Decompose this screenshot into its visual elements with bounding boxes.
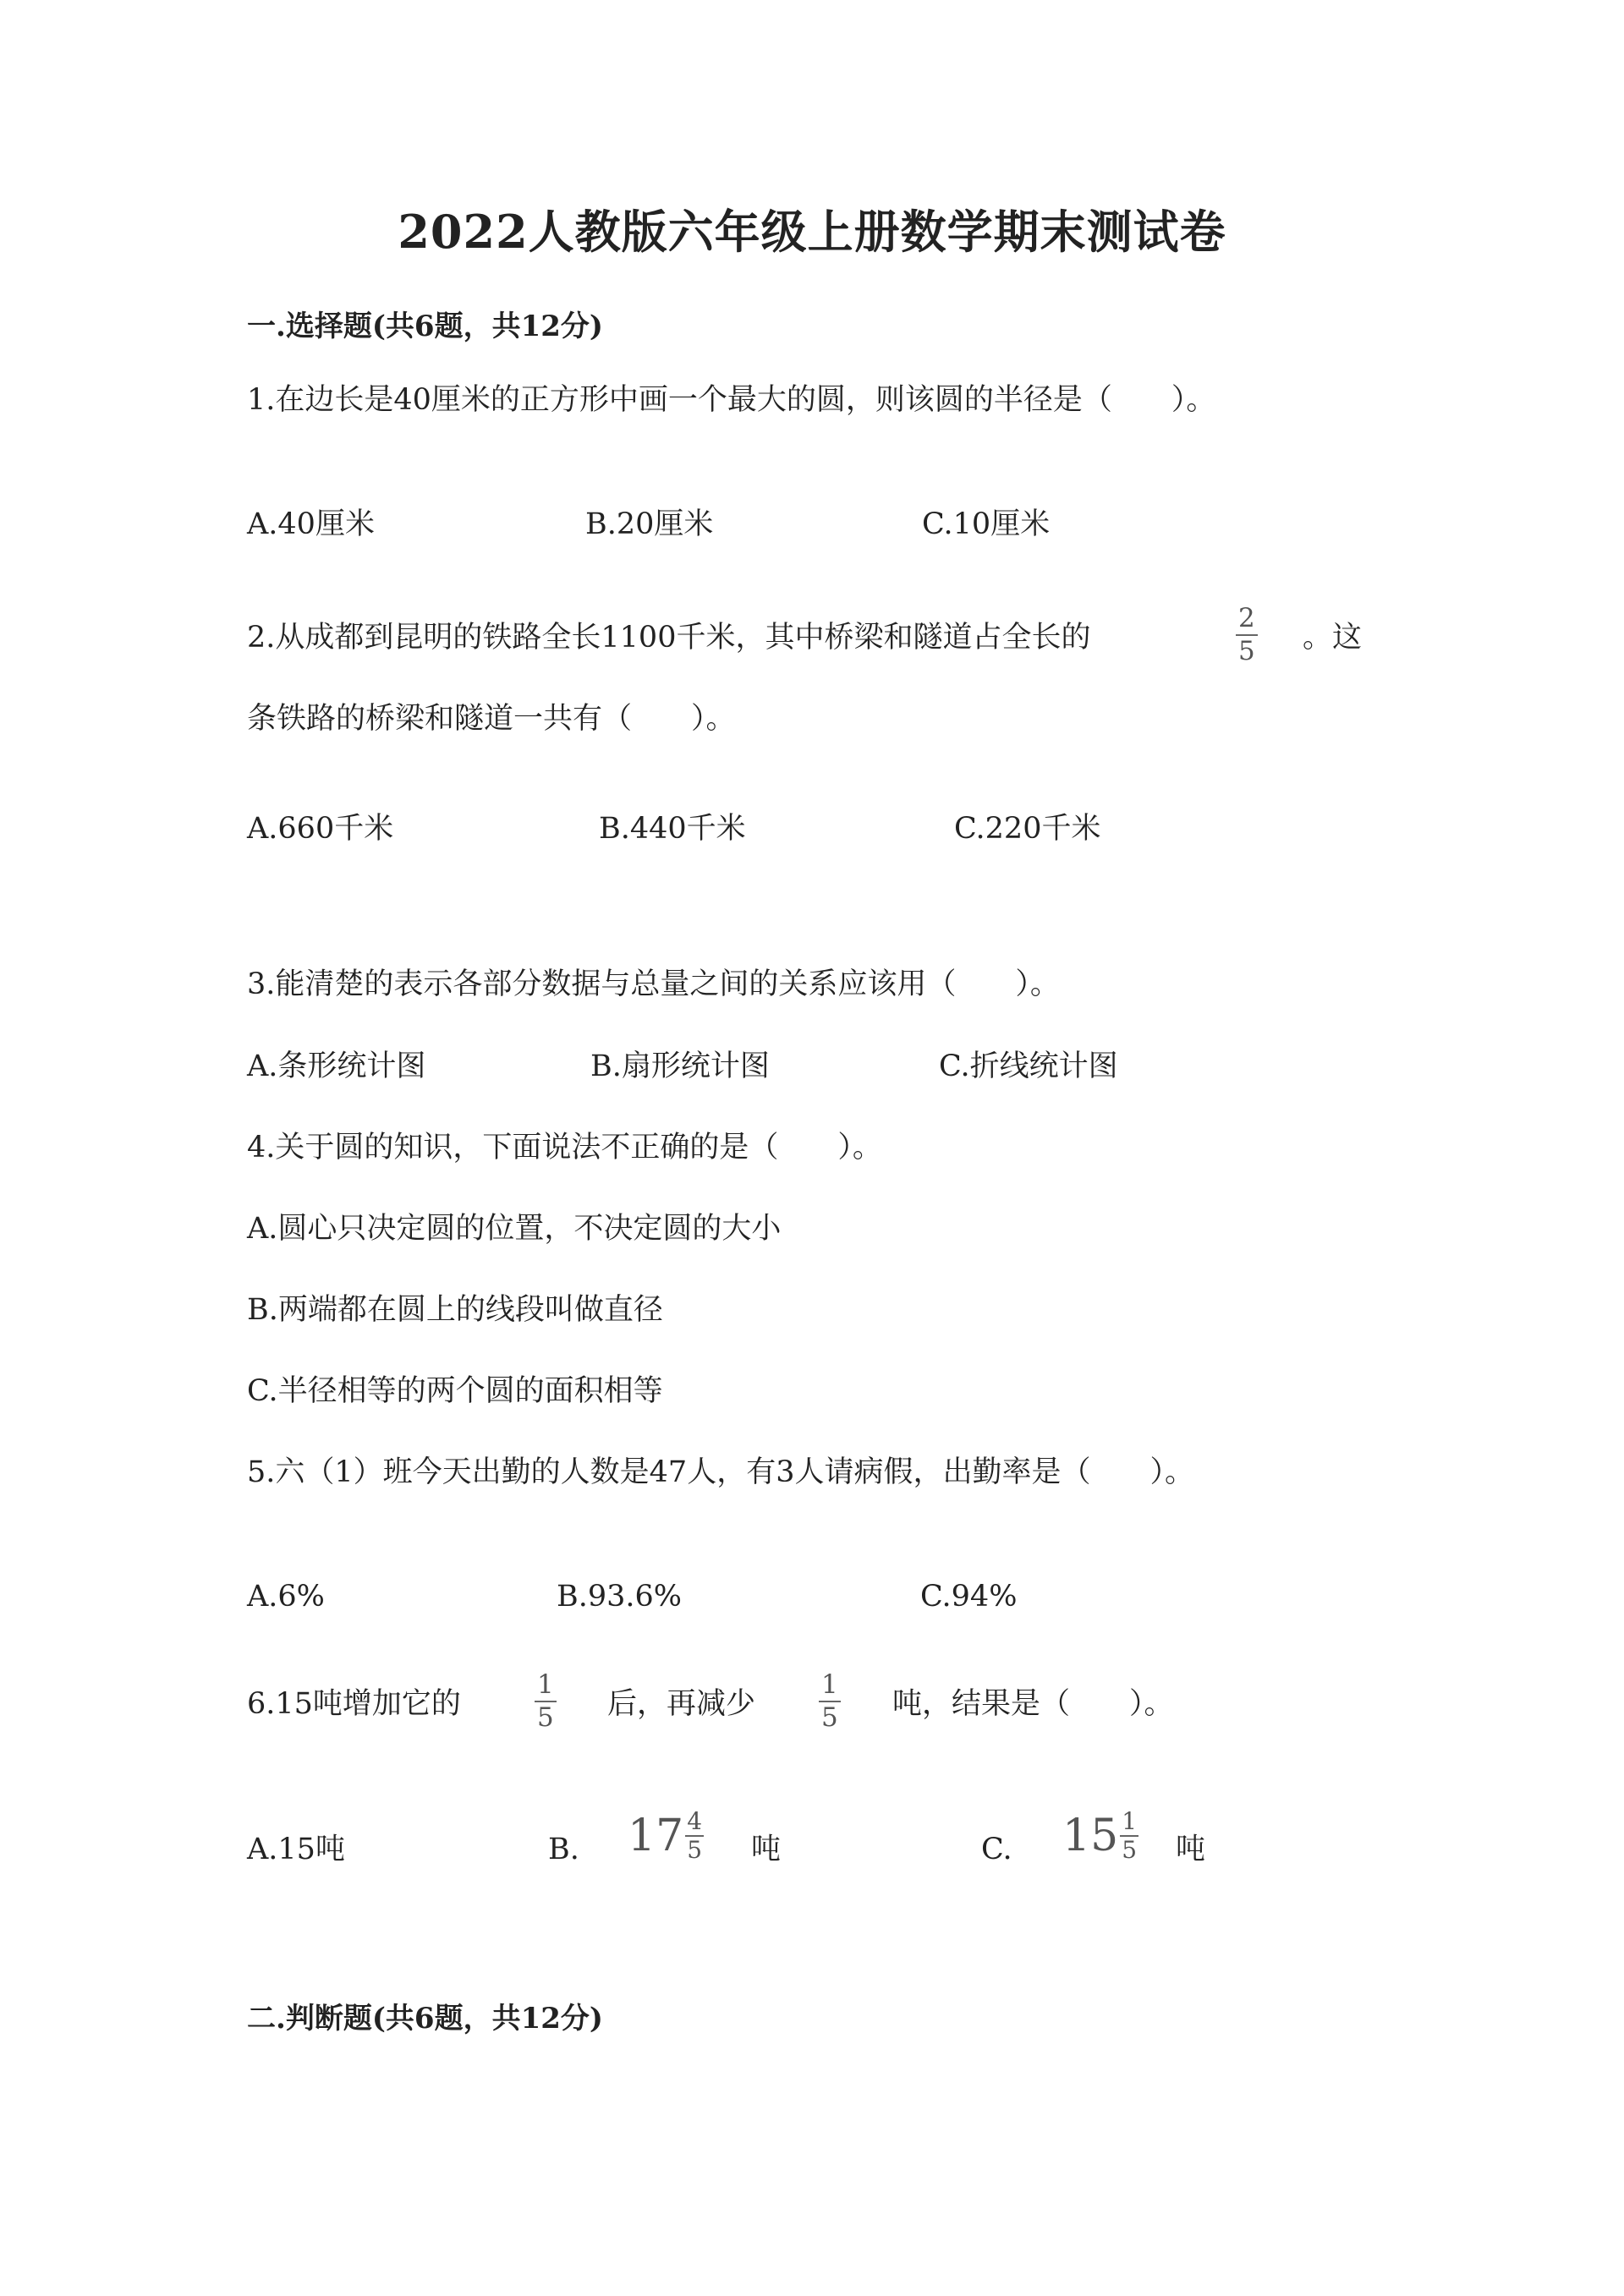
question-2-stem-line2: 条铁路的桥梁和隧道一共有（ ）。: [247, 702, 736, 736]
q6-fraction-1: [534, 1669, 557, 1733]
mixed-fraction: [1120, 1807, 1138, 1864]
q6-option-a[interactable]: A.15吨: [247, 1833, 345, 1866]
fraction-numerator: 1: [1122, 1807, 1138, 1835]
q1-option-c[interactable]: C.10厘米: [922, 507, 1051, 541]
page-title: 2022人教版六年级上册数学期末测试卷: [398, 205, 1226, 259]
question-4-stem: 4.关于圆的知识，下面说法不正确的是（ ）。: [247, 1131, 882, 1164]
fraction-numerator: 1: [821, 1669, 838, 1700]
question-6-stem-part2: 后，再减少: [607, 1687, 756, 1721]
q4-option-b[interactable]: B.两端都在圆上的线段叫做直径: [247, 1293, 663, 1327]
q4-option-a[interactable]: A.圆心只决定圆的位置，不决定圆的大小: [247, 1212, 782, 1246]
question-1-stem: 1.在边长是40厘米的正方形中画一个最大的圆，则该圆的半径是（ ）。: [247, 383, 1216, 417]
q6-option-c-label[interactable]: C.: [981, 1833, 1012, 1866]
q2-fraction: [1235, 603, 1259, 666]
q6-option-b-unit: 吨: [751, 1833, 782, 1866]
question-3-stem: 3.能清楚的表示各部分数据与总量之间的关系应该用（ ）。: [247, 967, 1060, 1001]
fraction-denominator: 5: [1238, 636, 1255, 666]
q5-option-a[interactable]: A.6%: [247, 1580, 325, 1614]
q6-option-b-mixed-number: [628, 1807, 704, 1864]
q3-option-c[interactable]: C.折线统计图: [939, 1049, 1118, 1083]
q4-option-c[interactable]: C.半径相等的两个圆的面积相等: [247, 1374, 663, 1408]
q5-option-c[interactable]: C.94%: [920, 1580, 1018, 1614]
q2-option-c[interactable]: C.220千米: [954, 812, 1101, 846]
q1-option-b[interactable]: B.20厘米: [585, 507, 714, 541]
question-5-stem: 5.六（1）班今天出勤的人数是47人，有3人请病假，出勤率是（ ）。: [247, 1455, 1194, 1489]
q2-option-a[interactable]: A.660千米: [247, 812, 394, 846]
mixed-whole: 17: [628, 1811, 684, 1861]
section-heading-judgement: 二.判断题(共6题，共12分): [247, 2002, 603, 2036]
q5-option-b[interactable]: B.93.6%: [557, 1580, 683, 1614]
q6-option-b-label[interactable]: B.: [548, 1833, 579, 1866]
fraction-denominator: 5: [821, 1702, 838, 1733]
mixed-whole: 15: [1062, 1811, 1119, 1861]
fraction-denominator: 5: [1122, 1836, 1138, 1864]
question-6-stem-part1: 6.15吨增加它的: [247, 1687, 461, 1721]
fraction-denominator: 5: [537, 1702, 554, 1733]
q6-option-c-mixed-number: [1062, 1807, 1138, 1864]
fraction-denominator: 5: [687, 1836, 703, 1864]
question-2-stem-part1: 2.从成都到昆明的铁路全长1100千米，其中桥梁和隧道占全长的: [247, 621, 1091, 655]
section-heading-choice: 一.选择题(共6题，共12分): [247, 310, 603, 343]
fraction-numerator: 4: [687, 1807, 703, 1835]
fraction-numerator: 2: [1238, 603, 1255, 633]
q6-option-c-unit: 吨: [1176, 1833, 1206, 1866]
question-6-stem-part3: 吨，结果是（ ）。: [892, 1687, 1174, 1721]
q6-fraction-2: [818, 1669, 842, 1733]
q2-option-b[interactable]: B.440千米: [599, 812, 746, 846]
q3-option-b[interactable]: B.扇形统计图: [590, 1049, 770, 1083]
fraction-numerator: 1: [537, 1669, 554, 1700]
mixed-fraction: [685, 1807, 704, 1864]
question-2-stem-part2: 。这: [1303, 621, 1363, 655]
q1-option-a[interactable]: A.40厘米: [247, 507, 375, 541]
q3-option-a[interactable]: A.条形统计图: [247, 1049, 426, 1083]
